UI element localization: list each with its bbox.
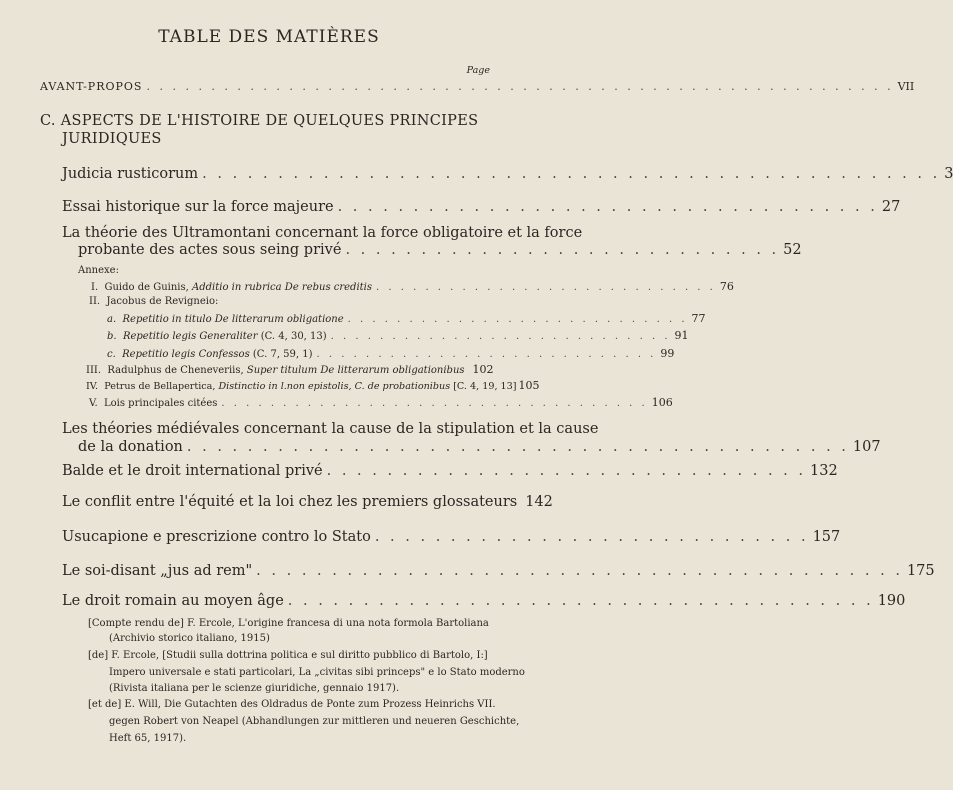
annexe-extra: (C. 4, 30, 13) bbox=[260, 331, 327, 342]
toc-entry bbox=[62, 563, 935, 579]
toc-entry bbox=[62, 166, 953, 182]
section-heading-line1: C. ASPECTS DE L'HISTOIRE DE QUELQUES PRINCIPES bbox=[40, 113, 479, 129]
leader-dots: . . . . . . . . . . . . . . . . . . . . . . . . . . . . . . . . . . . . . . . bbox=[287, 593, 874, 609]
leader-dots: . . . . . . . . . . . . . . . . . . . . . . . . . . . . . . . . . . . . . . . . . . . . bbox=[186, 439, 849, 455]
annexe-num: a. bbox=[107, 314, 117, 325]
entry-page: 132 bbox=[810, 463, 838, 479]
annexe-work: Super titulum De litterarum obligationibus bbox=[246, 365, 465, 376]
entry-label: Usucapione e prescrizione contro lo Stato bbox=[62, 529, 371, 545]
annexe-num: III. bbox=[86, 365, 102, 376]
note-line: [Compte rendu de] F. Ercole, L'origine francesa di una nota formola Bartoliana bbox=[88, 618, 489, 629]
entry-label: Le droit romain au moyen âge bbox=[62, 593, 284, 609]
entry-page: 27 bbox=[881, 199, 901, 215]
entry-page: 157 bbox=[812, 529, 841, 545]
annexe-page: 99 bbox=[660, 347, 675, 360]
annexe-work: Repetitio legis Confessos bbox=[122, 349, 250, 360]
entry-label: Le conflit entre l'équité et la loi chez les premiers glossateurs bbox=[62, 494, 518, 510]
annexe-page: 77 bbox=[691, 312, 706, 325]
annexe-num: II. bbox=[89, 296, 101, 307]
annexe-page: 91 bbox=[674, 329, 689, 342]
annexe-label: Annexe: bbox=[78, 265, 119, 276]
annexe-item bbox=[107, 347, 675, 360]
entry-label: La théorie des Ultramontani concernant la force obligatoire et la force bbox=[62, 225, 583, 241]
leader-dots: . . . . . . . . . . . . . . . . . . . . . . . . . . . . bbox=[347, 314, 688, 325]
entry-page: 3 bbox=[944, 166, 953, 182]
annexe-extra: [C. 4, 19, 13] bbox=[453, 381, 517, 392]
leader-dots: . . . . . . . . . . . . . . . . . . . . . . . . . . . . . . . . . . . . . . . . . . . . . . . . . bbox=[202, 166, 941, 182]
avant-propos-page: VII bbox=[897, 80, 915, 93]
note-line: [et de] E. Will, Die Gutachten des Oldradus de Ponte zum Prozess Heinrichs VII. bbox=[88, 699, 496, 710]
annexe-item bbox=[86, 363, 494, 376]
note-line: gegen Robert von Neapel (Abhandlungen zur mittleren und neueren Geschichte, bbox=[109, 716, 520, 727]
leader-dots: . . . . . . . . . . . . . . . . . . . . . . . . . . . . . . . . . . . . . . . . . . . bbox=[256, 563, 903, 579]
note-line: Impero universale e stati particolari, La „civitas sibi princeps" e lo Stato moderno bbox=[109, 667, 525, 678]
annexe-page: 105 bbox=[518, 379, 540, 392]
toc-entry bbox=[78, 439, 881, 455]
avant-propos-entry bbox=[40, 80, 915, 93]
toc-entry bbox=[62, 593, 906, 609]
annexe-author: Radulphus de Cheneveriis, bbox=[107, 365, 244, 376]
leader-dots: . . . . . . . . . . . . . . . . . . . . . . . . . . . . . . . . . . . . bbox=[337, 199, 878, 215]
entry-label: Judicia rusticorum bbox=[62, 166, 199, 182]
entry-page: 52 bbox=[783, 242, 802, 258]
annexe-author: Lois principales citées bbox=[104, 398, 218, 409]
page-column-label: Page bbox=[466, 65, 490, 76]
entry-label: Le soi-disant „jus ad rem" bbox=[62, 563, 253, 579]
annexe-author: Jacobus de Revigneio: bbox=[106, 296, 219, 307]
leader-dots: . . . . . . . . . . . . . . . . . . . . . . . . . . . . . . . . . . . . . . . . . . . . . . . . . . . . . . . . . . bbox=[146, 80, 894, 93]
annexe-item bbox=[89, 396, 673, 409]
toc-entry bbox=[62, 494, 553, 510]
leader-dots: . . . . . . . . . . . . . . . . . . . . . . . . . . . . . bbox=[345, 242, 780, 258]
entry-label-cont: de la donation bbox=[78, 439, 183, 455]
note-line: Heft 65, 1917). bbox=[109, 733, 187, 744]
annexe-num: b. bbox=[107, 331, 117, 342]
annexe-item bbox=[107, 312, 706, 325]
entry-label-cont: probante des actes sous seing privé bbox=[78, 242, 342, 258]
annexe-author: Guido de Guinis, bbox=[104, 282, 189, 293]
note-line: (Archivio storico italiano, 1915) bbox=[109, 633, 270, 644]
annexe-extra: (C. 7, 59, 1) bbox=[252, 349, 313, 360]
section-heading-line2: JURIDIQUES bbox=[62, 131, 162, 147]
note-line: (Rivista italiana per le scienze giuridiche, gennaio 1917). bbox=[109, 683, 400, 694]
leader-dots: . . . . . . . . . . . . . . . . . . . . . . . . . . . . bbox=[376, 282, 716, 293]
entry-page: 175 bbox=[906, 563, 935, 579]
annexe-num: c. bbox=[107, 349, 116, 360]
annexe-page: 76 bbox=[719, 280, 734, 293]
annexe-work: Repetitio in titulo De litterarum obligatione bbox=[122, 314, 344, 325]
leader-dots: . . . . . . . . . . . . . . . . . . . . . . . . . . . . bbox=[330, 331, 671, 342]
entry-label: Balde et le droit international privé bbox=[62, 463, 323, 479]
toc-entry bbox=[62, 199, 901, 215]
annexe-work: Distinctio in l.non epistolis, C. de probationibus bbox=[218, 381, 451, 392]
entry-page: 190 bbox=[877, 593, 906, 609]
annexe-author: Petrus de Bellapertica, bbox=[104, 381, 216, 392]
leader-dots: . . . . . . . . . . . . . . . . . . . . . . . . . . . . . . . . bbox=[326, 463, 807, 479]
entry-label: Les théories médiévales concernant la cause de la stipulation et la cause bbox=[62, 421, 599, 437]
annexe-item bbox=[86, 379, 540, 392]
entry-page: 142 bbox=[525, 494, 553, 510]
entry-label: Essai historique sur la force majeure bbox=[62, 199, 334, 215]
leader-dots: . . . . . . . . . . . . . . . . . . . . . . . . . . . . bbox=[316, 349, 657, 360]
note-line: [de] F. Ercole, [Studii sulla dottrina politica e sul diritto pubblico di Bartolo, I:] bbox=[88, 650, 488, 661]
annexe-work: Repetitio legis Generaliter bbox=[122, 331, 258, 342]
annexe-page: 102 bbox=[472, 363, 494, 376]
annexe-item bbox=[107, 329, 689, 342]
annexe-item bbox=[89, 296, 218, 307]
toc-entry bbox=[62, 463, 838, 479]
toc-entry bbox=[78, 242, 802, 258]
leader-dots: . . . . . . . . . . . . . . . . . . . . . . . . . . . . . bbox=[374, 529, 809, 545]
page-title: TABLE DES MATIÈRES bbox=[158, 27, 380, 47]
annexe-item bbox=[91, 280, 734, 293]
entry-page: 107 bbox=[852, 439, 881, 455]
annexe-work: Additio in rubrica De rebus creditis bbox=[192, 282, 373, 293]
annexe-num: V. bbox=[89, 398, 98, 409]
annexe-page: 106 bbox=[651, 396, 673, 409]
leader-dots: . . . . . . . . . . . . . . . . . . . . . . . . . . . . . . . . . . . bbox=[221, 398, 648, 409]
toc-entry bbox=[62, 529, 841, 545]
avant-propos-label: AVANT-PROPOS bbox=[40, 80, 143, 93]
annexe-num: I. bbox=[91, 282, 99, 293]
annexe-num: IV. bbox=[86, 381, 99, 392]
